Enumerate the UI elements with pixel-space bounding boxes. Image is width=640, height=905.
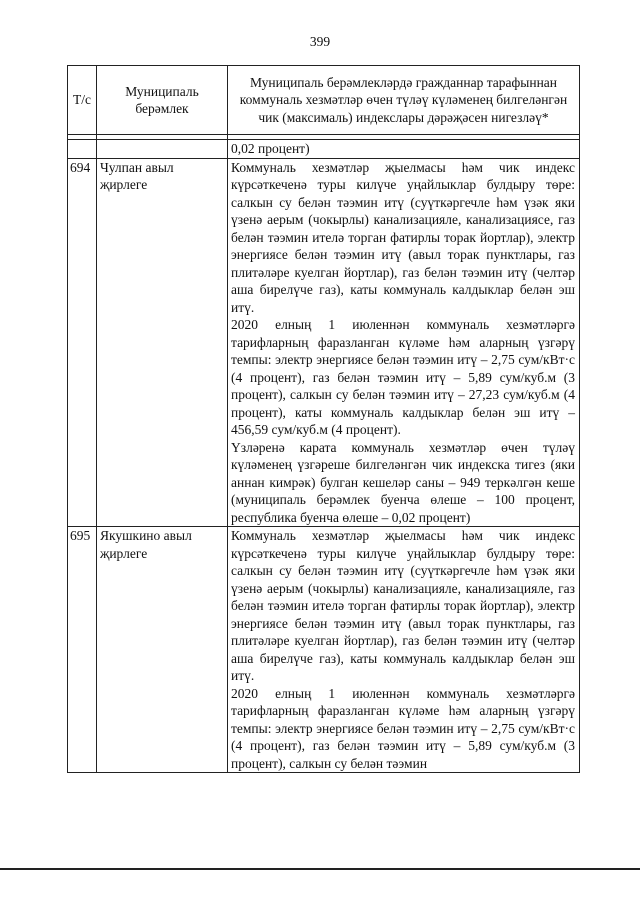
row-index-text xyxy=(228,158,580,527)
page-number: 399 xyxy=(309,34,331,49)
header-municipality: Муниципаль берәмлек xyxy=(97,66,228,135)
row-index-text xyxy=(228,527,580,773)
row-number: 694 xyxy=(68,158,97,527)
row-municipality: Якушкино авыл җирлеге xyxy=(97,527,228,773)
row-municipality: Чулпан авыл җирлеге xyxy=(97,158,228,527)
table-row xyxy=(68,158,580,527)
row-paragraph: Коммуналь хезмәтләр җыелмасы һәм чик индекс күрсәткеченә туры килүче уңайлыклар булдыру төре: салкын су белән тәэмин итү (суүткәргечле һәм үзәк яки үзенә аерым (чокырлы) канализацияле, канализацияле, газ белән тәэмин ителә торган фатирлы торак йортлар), электр энергиясе белән тәэмин итү (авыл торак пунктлары, газ плитәләре куелган йортлар), газ белән тәэмин итү (челтәр аша бирелүче газ), каты коммуналь калдыклар белән эш итү. xyxy=(231,528,575,683)
row-number: 695 xyxy=(68,527,97,773)
tariff-index-table xyxy=(67,65,580,773)
row-paragraph: 2020 елның 1 июленнән коммуналь хезмәтләргә тарифларның фаразланган күләме һәм аларның үзгәрү темпы: электр энергиясе белән тәэмин итү – 2,75 сум/кВт·с (4 процент), газ белән тәэмин итү – 5,89 сум/куб.м (3 процент), салкын су белән тәэмин xyxy=(231,685,575,771)
continuation-row xyxy=(68,140,580,159)
table-row xyxy=(68,527,580,773)
row-paragraph: Үзләренә карата коммуналь хезмәтләр өчен түләү күләменең үзгәреше билгеләнгән чик индекска тигез (яки аннан кимрәк) булган кешеләр саны – 949 теркәлгән кеше (муниципаль берәмлек буенча өлеше – 100 процент, республика буенча өлеше – 0,02 процент) xyxy=(231,439,575,525)
table-header-row xyxy=(68,66,580,135)
header-index: Муниципаль берәмлекләрдә гражданнар тарафыннан коммуналь хезмәтләр өчен түләү күләменең билгеләнгән чик (максималь) индекслары дәрәҗәсен нигезләү* xyxy=(228,66,580,135)
row-paragraph: 2020 елның 1 июленнән коммуналь хезмәтләргә тарифларның фаразланган күләме һәм аларның үзгәрү темпы: электр энергиясе белән тәэмин итү – 2,75 сум/кВт·с (4 процент), газ белән тәэмин итү – 5,89 сум/куб.м (3 процент), салкын су белән тәэмин итү – 27,23 сум/куб.м (4 процент), каты коммуналь калдыклар белән эш итү – 456,59 сум/куб.м (4 процент). xyxy=(231,317,575,437)
row-paragraph: Коммуналь хезмәтләр җыелмасы һәм чик индекс күрсәткеченә туры килүче уңайлыклар булдыру төре: салкын су белән тәэмин итү (суүткәргечле һәм үзәк яки үзенә аерым (чокырлы) канализацияле, канализациясе, газ белән тәэмин ителә торган фатирлы торак йортлар), электр энергиясе белән тәэмин итү (авыл торак пунктлары, газ плитәләре куелган йортлар), газ белән тәэмин итү (челтәр аша бирелүче газ), каты коммуналь калдыклар белән эш итү. xyxy=(231,159,575,315)
continuation-text: 0,02 процент) xyxy=(228,140,580,159)
header-num: Т/с xyxy=(68,66,97,135)
scan-edge-line xyxy=(0,868,640,870)
